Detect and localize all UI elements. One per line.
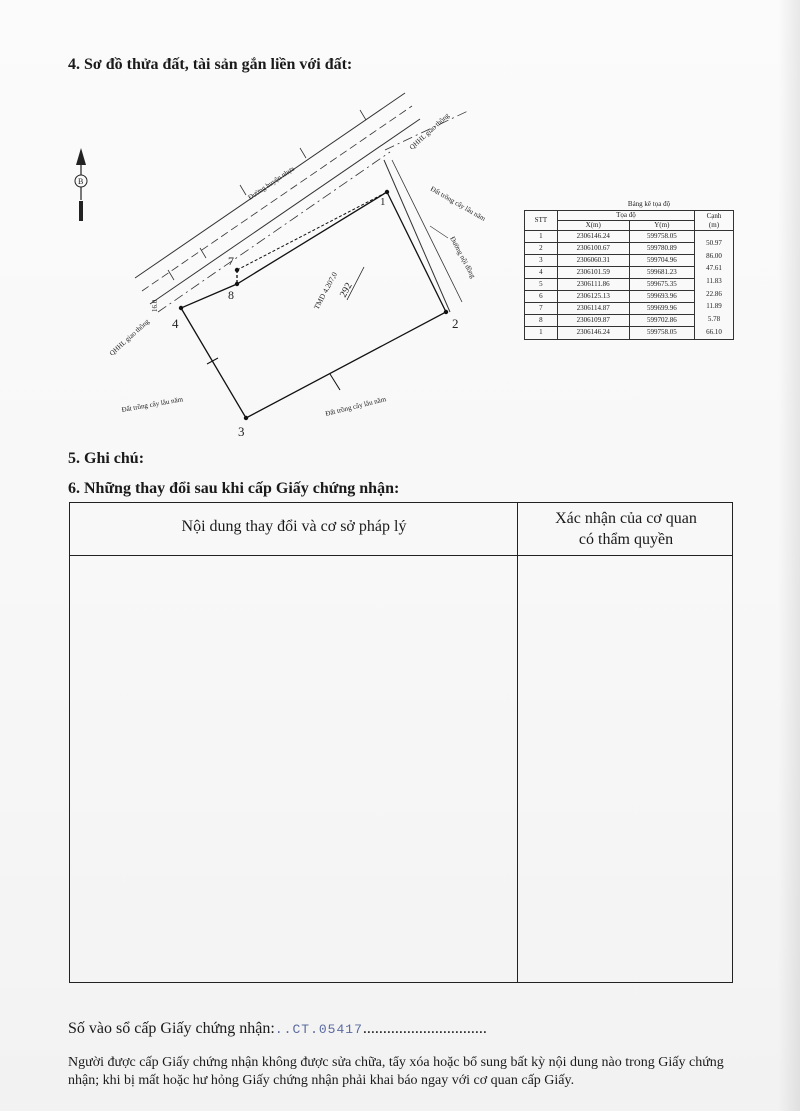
label-south: Đất trồng cây lâu năm xyxy=(324,395,387,418)
footer-note: Người được cấp Giấy chứng nhận không được sửa chữa, tẩy xóa hoặc bổ sung bất kỳ nội dung nào trong Giấy chứng nhận; khi bị mất hoặc hư hỏng Giấy chứng nhận phải khai báo ngay với cơ quan cấp Giấy. xyxy=(68,1055,724,1088)
coordinate-table-title: Bảng kê tọa độ xyxy=(627,200,671,208)
section-6-title: 6. Những thay đổi sau khi cấp Giấy chứng nhận: xyxy=(68,480,400,497)
vertex-label-4: 4 xyxy=(172,316,179,331)
edge-length: 50.97 xyxy=(706,239,722,247)
table-row: 4 2306101.59 599681.23 xyxy=(525,267,734,279)
changes-column-content xyxy=(70,503,518,982)
table-row: 1 2306146.24 599758.05 xyxy=(525,327,734,339)
road-width: 16.0 xyxy=(151,299,159,312)
label-inner-road: Đường nội đồng xyxy=(448,235,477,280)
vertex-label-3: 3 xyxy=(238,424,245,439)
coordinate-table-block xyxy=(524,200,734,340)
edge-length: 66.10 xyxy=(706,327,722,336)
header-y: Y(m) xyxy=(629,221,694,231)
edge-lengths xyxy=(694,231,733,340)
page-edge-shadow xyxy=(778,0,800,1111)
table-row: 2 2306100.67 599780.89 xyxy=(525,243,734,255)
parcel-type-area: TMD 4.207,0 xyxy=(311,270,340,311)
table-row: 5 2306111.86 599675.35 xyxy=(525,279,734,291)
changes-header-confirmation: Xác nhận của cơ quan có thẩm quyền xyxy=(555,510,697,548)
inner-road xyxy=(384,160,462,312)
table-row: 8 2306109.87 599702.86 xyxy=(525,315,734,327)
parcel-number: 292 xyxy=(337,281,355,300)
road-band xyxy=(135,93,470,312)
label-south-west: Đất trồng cây lâu năm xyxy=(120,395,184,414)
road-label-top: QHHL giao thông xyxy=(407,111,452,152)
road-label-left: QHHL giao thông xyxy=(107,317,152,358)
register-number: ..CT.05417 xyxy=(274,1022,363,1037)
header-toado: Tọa độ xyxy=(557,211,694,221)
header-divider xyxy=(70,555,732,556)
coordinate-table xyxy=(524,210,734,340)
table-row: 1 2306146.24 599758.05 50.97 86.00 47.61 11.83 22.86 11.89 5.78 66.10 xyxy=(525,231,734,243)
changes-table xyxy=(69,502,733,983)
changes-header-content: Nội dung thay đổi và cơ sở pháp lý xyxy=(181,518,407,535)
edge-length: 86.00 xyxy=(706,251,722,260)
vertex-label-1: 1 xyxy=(380,196,386,208)
edge-length: 22.86 xyxy=(706,289,722,298)
parcel-diagram xyxy=(60,80,540,440)
vertex-label-2: 2 xyxy=(452,316,459,331)
register-number-line xyxy=(68,1020,487,1038)
section-5-title: 5. Ghi chú: xyxy=(68,450,145,467)
road-label-road: Đường huyện nhựa xyxy=(246,164,296,202)
header-x: X(m) xyxy=(557,221,629,231)
table-row: 7 2306114.87 599699.96 xyxy=(525,303,734,315)
header-canh: Cạnh (m) xyxy=(694,211,733,231)
register-label: Số vào sổ cấp Giấy chứng nhận: xyxy=(68,1020,275,1037)
edge-length: 47.61 xyxy=(706,264,722,273)
section-4-title: 4. Sơ đồ thửa đất, tài sản gắn liền với đất: xyxy=(68,56,353,73)
edge-length: 11.89 xyxy=(706,302,722,311)
vertex-label-7: 7 xyxy=(228,254,234,268)
vertex-label-8: 8 xyxy=(228,288,234,302)
edge-length: 11.83 xyxy=(706,277,722,286)
header-stt: STT xyxy=(525,211,558,231)
label-east-crop: Đất trồng cây lâu năm xyxy=(429,184,487,223)
table-row: 3 2306060.31 599704.96 xyxy=(525,255,734,267)
north-letter: B xyxy=(78,177,84,186)
north-arrow-icon xyxy=(75,148,87,221)
edge-length: 5.78 xyxy=(707,315,721,324)
table-row: 6 2306125.13 599693.96 xyxy=(525,291,734,303)
register-dots: ............................... xyxy=(362,1020,487,1037)
